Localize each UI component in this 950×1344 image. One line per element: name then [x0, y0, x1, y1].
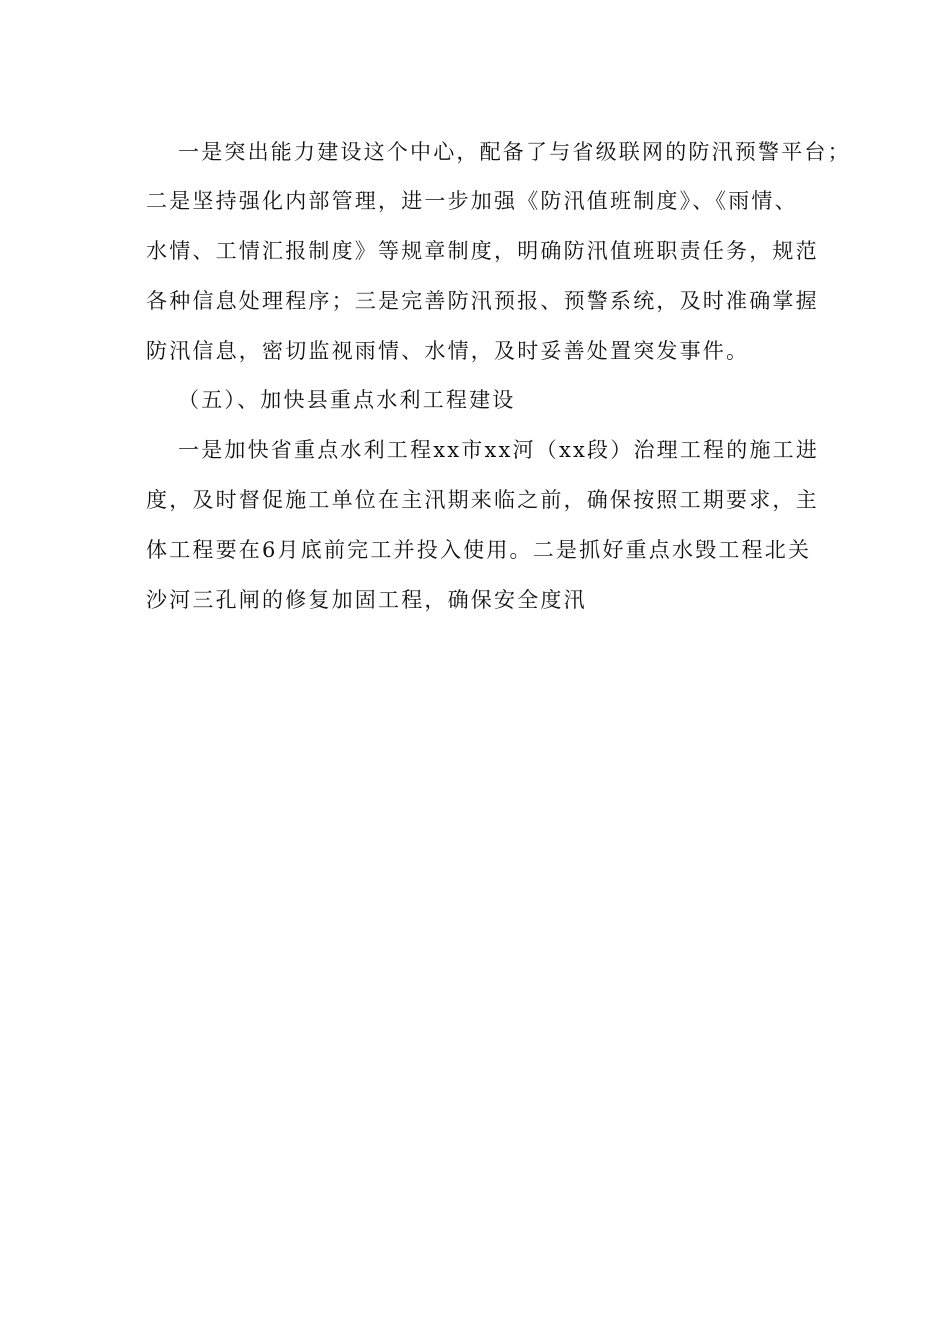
paragraph-line: 一是突出能力建设这个中心，配备了与省级联网的防汛预警平台； — [178, 140, 851, 164]
paragraph-line: 水情、工情汇报制度》等规章制度，明确防汛值班职责任务，规范 — [146, 239, 819, 263]
paragraph-line: 度，及时督促施工单位在主汛期来临之前，确保按照工期要求，主 — [146, 488, 819, 512]
section-heading: （五）、加快县重点水利工程建设 — [178, 388, 516, 412]
paragraph-line: 体工程要在6月底前完工并投入使用。二是抓好重点水毁工程北关 — [146, 538, 812, 562]
paragraph-line: 沙河三孔闸的修复加固工程，确保安全度汛 — [146, 588, 587, 612]
paragraph-line: 二是坚持强化内部管理，进一步加强《防汛值班制度》、《雨情、 — [146, 189, 798, 213]
paragraph-line: 防汛信息，密切监视雨情、水情，及时妥善处置突发事件。 — [146, 339, 750, 363]
paragraph-line: 各种信息处理程序；三是完善防汛预报、预警系统，及时准确掌握 — [146, 289, 819, 313]
paragraph-line: 一是加快省重点水利工程xx市xx河（xx段）治理工程的施工进 — [178, 438, 820, 462]
